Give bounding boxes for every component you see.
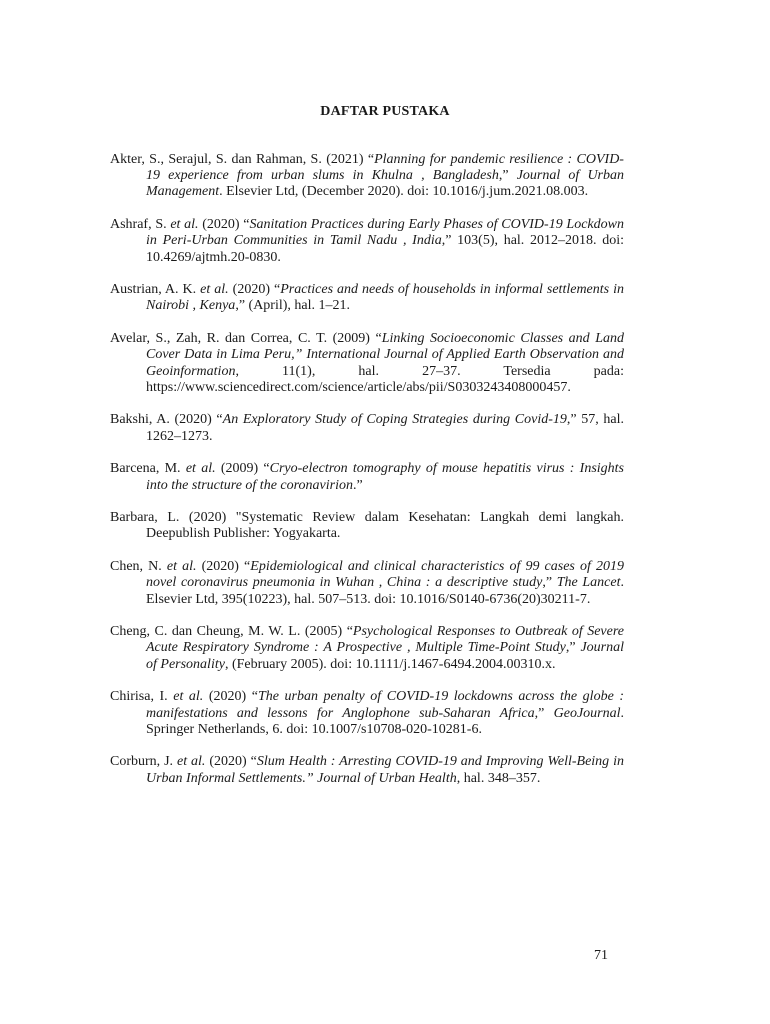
ref-title: The urban penalty of COVID-19 lockdowns across the globe : manifestations and lessons for Anglophone sub-Saharan Africa: [146, 689, 625, 721]
ref-text: (2009) “: [215, 461, 270, 477]
ref-text: Barcena, M.: [110, 461, 186, 477]
ref-title: Linking Socioeconomic Classes and Land Cover Data in Lima Peru,” International Journal of Applied Earth Observation and Geoinformation: [146, 331, 624, 379]
ref-etal: et al.: [176, 754, 206, 770]
ref-text: .”: [353, 477, 363, 493]
ref-journal: The Lancet: [556, 575, 621, 591]
ref-text: (2020) “: [228, 282, 281, 298]
ref-text: . Elsevier Ltd, 395(10223), hal. 507–513. doi: 10.1016/S0140-6736(20)30211-7.: [146, 575, 624, 607]
ref-text: ,”: [498, 168, 517, 184]
ref-text: Akter, S., Serajul, S. dan Rahman, S. (2021) “: [110, 152, 375, 167]
ref-title: Sanitation Practices during Early Phases of COVID-19 Lockdown in Peri-Urban Communities in Tamil Nadu , India: [146, 217, 624, 249]
ref-text: , (February 2005). doi: 10.1111/j.1467-6494.2004.00310.x.: [224, 656, 556, 672]
ref-etal: et al.: [166, 559, 197, 575]
ref-text: Cheng, C. dan Cheung, M. W. L. (2005) “: [110, 624, 353, 640]
reference-entry: [110, 754, 624, 786]
ref-etal: et al.: [200, 282, 229, 298]
ref-title: Psychological Responses to Outbreak of Severe Acute Respiratory Syndrome : A Prospective , Multiple Time-Point Study: [146, 624, 625, 656]
ref-text: Avelar, S., Zah, R. dan Correa, C. T. (2009) “: [110, 331, 382, 347]
ref-title: Planning for pandemic resilience : COVID-19 experience from urban slums in Khulna , Bangladesh: [146, 152, 624, 184]
page-number: 71: [594, 948, 608, 963]
ref-journal: Journal of Personality: [146, 640, 624, 672]
ref-text: ,”: [565, 640, 581, 656]
reference-entry: [110, 412, 624, 444]
ref-text: Austrian, A. K.: [110, 282, 201, 298]
ref-text: ,”: [534, 705, 554, 721]
ref-journal: Journal of Urban Management: [146, 168, 625, 200]
ref-text: Bakshi, A. (2020) “: [110, 412, 223, 428]
ref-text: ,” 57, hal. 1262–1273.: [146, 412, 624, 444]
ref-text: . Elsevier Ltd, (December 2020). doi: 10.1016/j.jum.2021.08.003.: [219, 184, 589, 200]
ref-text: Barbara, L. (2020) "Systematic Review dalam Kesehatan: Langkah demi langkah. Deepublish Publisher: Yogyakarta.: [110, 510, 624, 542]
reference-entry: [110, 152, 624, 201]
reference-list: [110, 152, 624, 803]
ref-text: Chen, N.: [110, 559, 167, 575]
ref-text: Chirisa, I.: [110, 689, 174, 705]
reference-entry: [110, 689, 624, 738]
ref-title: Cryo-electron tomography of mouse hepatitis virus : Insights into the structure of the coronavirion: [146, 461, 624, 493]
ref-etal: et al.: [173, 689, 204, 705]
ref-title: Epidemiological and clinical characteristics of 99 cases of 2019 novel coronavirus pneumonia in Wuhan , China : a descriptive study: [146, 559, 624, 591]
ref-title: An Exploratory Study of Coping Strategies during Covid-19: [222, 412, 567, 428]
ref-text: Ashraf, S.: [110, 217, 171, 233]
ref-text: (2020) “: [196, 559, 251, 575]
reference-entry: [110, 624, 624, 673]
ref-text: (2020) “: [203, 689, 258, 705]
ref-text: (2020) “: [198, 217, 250, 233]
ref-text: ,” (April), hal. 1–21.: [235, 298, 351, 314]
reference-entry: [110, 559, 624, 608]
reference-entry: [110, 510, 624, 542]
reference-entry: [110, 461, 624, 493]
ref-journal: GeoJournal: [553, 705, 621, 721]
ref-text: Corburn, J.: [110, 754, 177, 770]
ref-text: (2020) “: [205, 754, 257, 770]
page-title: DAFTAR PUSTAKA: [320, 104, 450, 119]
ref-text: ,”: [542, 575, 557, 591]
ref-text: , hal. 348–357.: [456, 770, 541, 786]
ref-text: , 11(1), hal. 27–37. Tersedia pada: https://www.sciencedirect.com/science/article/abs/pii/S0303243408000457.: [146, 363, 624, 395]
ref-title: Practices and needs of households in informal settlements in Nairobi , Kenya: [146, 282, 624, 314]
ref-title: Slum Health : Arresting COVID-19 and Improving Well-Being in Urban Informal Settlements.” Journal of Urban Health: [146, 754, 624, 786]
ref-etal: et al.: [185, 461, 216, 477]
ref-etal: et al.: [170, 217, 199, 233]
ref-text: . Springer Netherlands, 6. doi: 10.1007/s10708-020-10281-6.: [146, 705, 625, 737]
reference-entry: [110, 217, 624, 266]
ref-text: ,” 103(5), hal. 2012–2018. doi: 10.4269/ajtmh.20-0830.: [146, 233, 625, 265]
reference-entry: [110, 282, 624, 314]
reference-entry: [110, 331, 624, 396]
